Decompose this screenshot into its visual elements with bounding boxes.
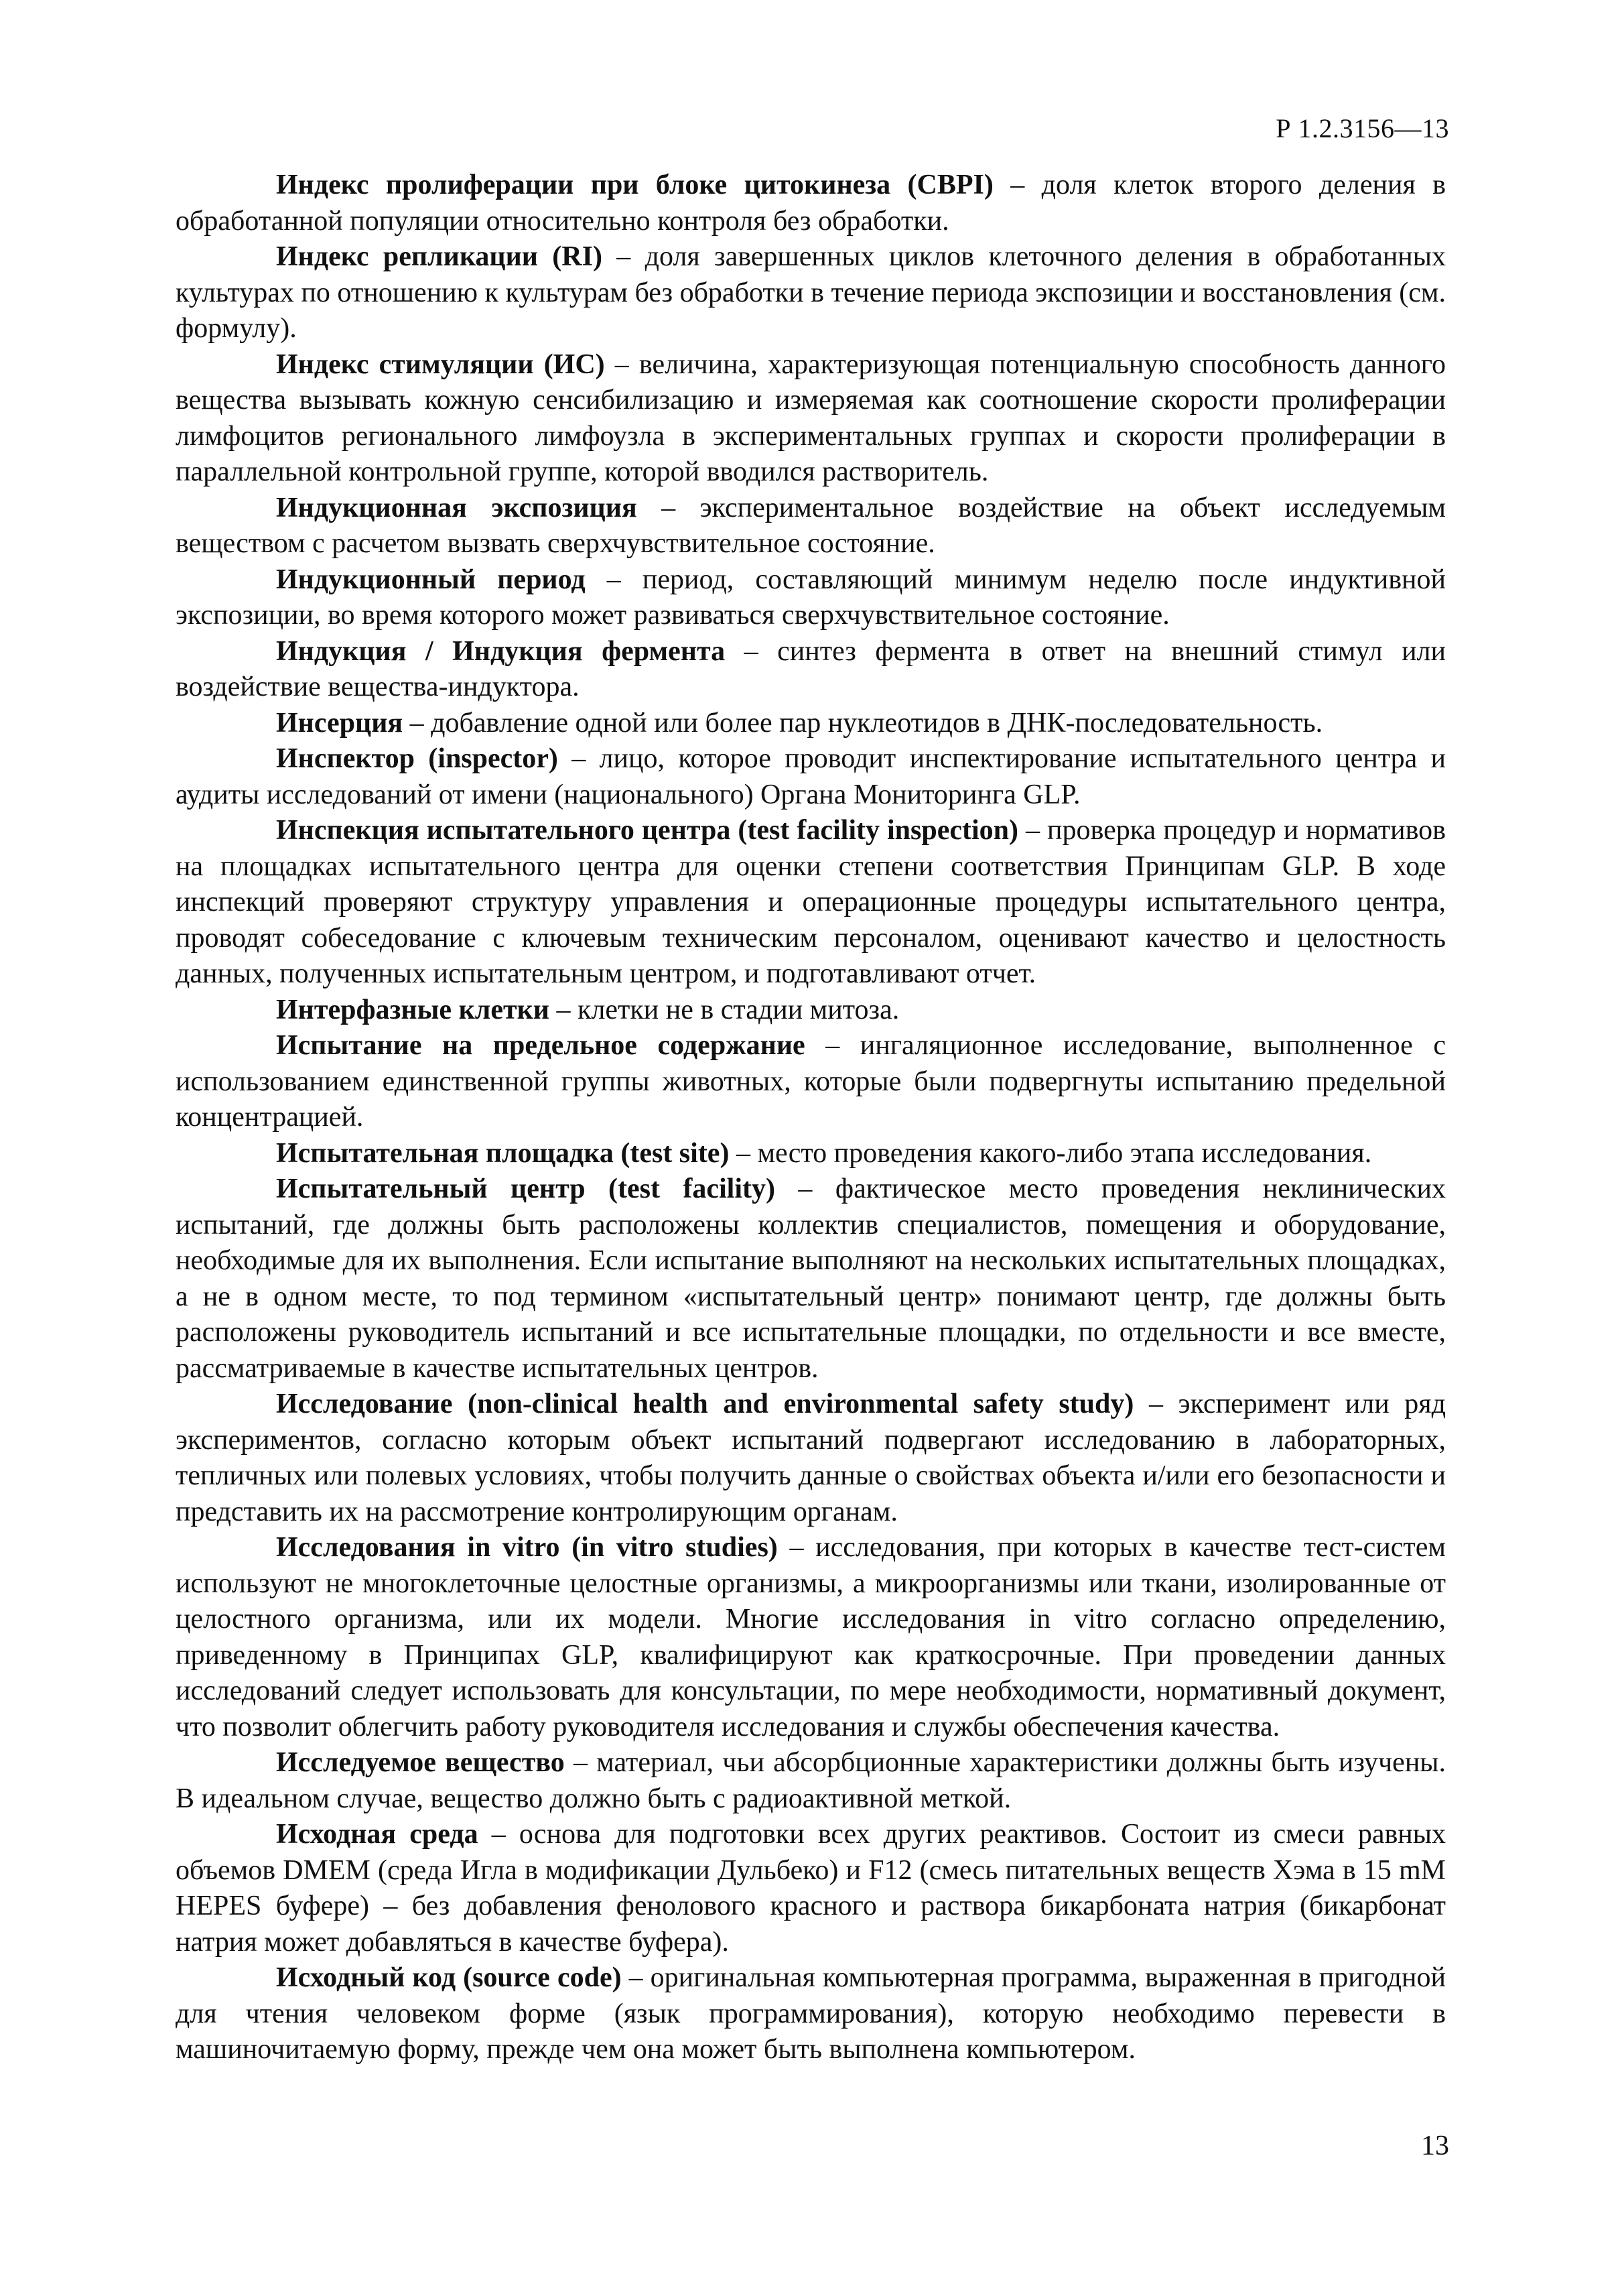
entry-term: Испытательный центр (test facility) [276,1173,775,1204]
glossary-entry [176,1960,1446,2068]
entry-term: Испытательная площадка (test site) [276,1137,730,1169]
entry-definition: – добавление одной или более пар нуклеотидов в ДНК-последовательность. [403,707,1323,739]
glossary-entry [176,741,1446,813]
entry-definition: – синтез фермента в ответ на внешний стимул или воздействие вещества-индуктора. [176,635,1446,702]
glossary-entry [176,491,1446,562]
entry-term: Инсерция [276,707,403,739]
glossary-entry [176,1387,1446,1530]
glossary-entry [176,1745,1446,1817]
glossary-entry [176,239,1446,347]
entry-definition: – основа для подготовки всех других реактивов. Состоит из смеси равных объемов DMEM (среда Игла в модификации Дульбеко) и F12 (смесь питательных веществ Хэма в 15 mM HEPES буфере) – без добавления фенолового красного и раствора бикарбоната натрия (бикарбонат натрия может добавляться в качестве буфера). [176,1819,1446,1958]
glossary-entry [176,168,1446,239]
glossary-entry [176,1817,1446,1960]
entry-term: Индекс стимуляции (ИС) [276,348,605,380]
entry-term: Индукция / Индукция фермента [276,635,726,667]
entry-term: Индекс пролиферации при блоке цитокинеза (CBPI) [276,170,994,200]
glossary-entry [176,1530,1446,1745]
glossary-content [176,168,1446,2068]
glossary-entry [176,813,1446,993]
entry-definition: – ингаляционное исследование, выполненное с использованием единственной группы животных, которые были подвергнуты испытанию предельной концентрацией. [176,1030,1446,1133]
document-code: Р 1.2.3156—13 [1276,113,1449,143]
entry-definition: – лицо, которое проводит инспектирование испытательного центра и аудиты исследований от имени (национального) Органа Мониторинга GLP. [176,743,1446,810]
entry-definition: – эксперимент или ряд экспериментов, согласно которым объект испытаний подвергают исследованию в лабораторных, тепличных или полевых условиях, чтобы получить данные о свойствах объекта и/или его безопасности и представить их на рассмотрение контролирующим органам. [176,1389,1446,1527]
entry-definition: – фактическое место проведения неклинических испытаний, где должны быть расположены коллектив специалистов, помещения и оборудование, необходимые для их выполнения. Если испытание выполняют на нескольких испытательных площадках, а не в одном месте, то под термином «испытательный центр» понимают центр, где должны быть расположены руководитель испытаний и все испытательные площадки, по отдельности и все вместе, рассматриваемые в качестве испытательных центров. [176,1173,1446,1384]
glossary-entry [176,347,1446,491]
entry-term: Исследуемое вещество [276,1747,565,1778]
entry-term: Исходный код (source code) [276,1962,622,1993]
glossary-entry [176,1171,1446,1387]
entry-definition: – величина, характеризующая потенциальную способность данного вещества вызывать кожную сенсибилизацию и измеряемая как соотношение скорости пролиферации лимфоцитов регионального лимфоузла в экспериментальных группах и скорости пролиферации в параллельной контрольной группе, которой вводился растворитель. [176,348,1446,487]
entry-definition: – оригинальная компьютерная программа, выраженная в пригодной для чтения человеком форме (язык программирования), которую необходимо перевести в машиночитаемую форму, прежде чем она может быть выполнена компьютером. [176,1962,1446,2065]
page-number: 13 [1421,2130,1449,2161]
entry-term: Индукционная экспозиция [276,492,637,523]
entry-definition: – период, составляющий минимум неделю после индуктивной экспозиции, во время которого может развиваться сверхчувствительное состояние. [176,564,1446,631]
entry-definition: – клетки не в стадии митоза. [549,994,900,1025]
entry-term: Исследования in vitro (in vitro studies) [276,1532,778,1563]
glossary-entry [176,706,1446,742]
entry-definition: – проверка процедур и нормативов на площадках испытательного центра для оценки степени соответствия Принципам GLP. В ходе инспекций проверяют структуру управления и операционные процедуры испытательного центра, проводят собеседование с ключевым техническим персоналом, оценивают качество и целостность данных, полученных испытательным центром, и подготавливают отчет. [176,815,1446,989]
entry-term: Индукционный период [276,564,586,595]
entry-term: Индекс репликации (RI) [276,241,602,272]
entry-definition: – экспериментальное воздействие на объект исследуемым веществом с расчетом вызвать сверхчувствительное состояние. [176,492,1446,559]
entry-definition: – исследования, при которых в качестве тест-систем используют не многоклеточные целостные организмы, а микроорганизмы или ткани, изолированные от целостного организма, или их модели. Многие исследования in vitro согласно определению, приведенному в Принципах GLP, квалифицируют как краткосрочные. При проведении данных исследований следует использовать для консультации, по мере необходимости, нормативный документ, что позволит облегчить работу руководителя исследования и службы обеспечения качества. [176,1532,1446,1742]
entry-term: Исходная среда [276,1819,478,1850]
glossary-entry [176,1028,1446,1136]
entry-definition: – доля завершенных циклов клеточного деления в обработанных культурах по отношению к культурам без обработки в течение периода экспозиции и восстановления (см. формулу). [176,241,1446,344]
glossary-entry [176,634,1446,706]
entry-definition: – доля клеток второго деления в обработанной популяции относительно контроля без обработки. [176,170,1446,237]
glossary-entry [176,562,1446,634]
entry-term: Испытание на предельное содержание [276,1030,805,1061]
entry-term: Исследование (non-clinical health and environmental safety study) [276,1389,1134,1419]
entry-term: Инспектор (inspector) [276,743,558,774]
glossary-entry [176,1136,1446,1172]
entry-term: Интерфазные клетки [276,994,550,1025]
entry-definition: – материал, чьи абсорбционные характеристики должны быть изучены. В идеальном случае, вещество должно быть с радиоактивной меткой. [176,1747,1446,1814]
entry-definition: – место проведения какого-либо этапа исследования. [729,1137,1372,1169]
entry-term: Инспекция испытательного центра (test facility inspection) [276,815,1019,846]
glossary-entry [176,993,1446,1029]
